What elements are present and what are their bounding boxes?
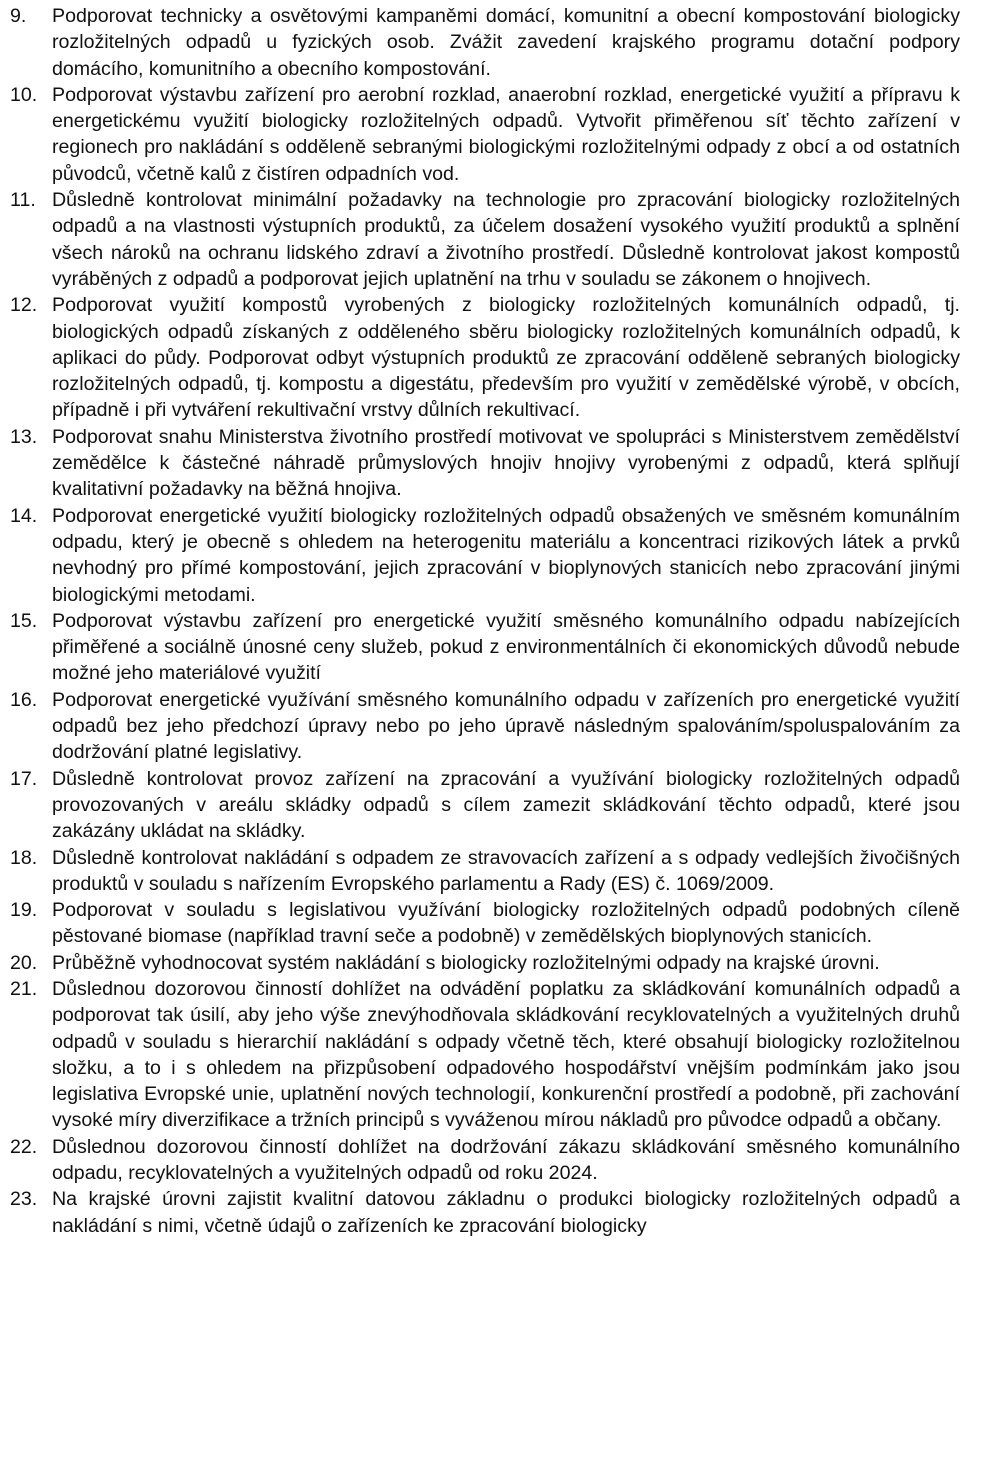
item-text: Důsledně kontrolovat nakládání s odpadem ze stravovacích zařízení a s odpady vedlejších živočišných produktů v souladu s nařízením Evropského parlamentu a Rady (ES) č. 1069/2009. [52, 846, 960, 895]
item-number: 23. [10, 1188, 38, 1211]
list-item-17 [10, 766, 960, 845]
list-item-22 [10, 1134, 960, 1187]
list-item-20 [10, 950, 960, 976]
list-item-10 [10, 82, 960, 187]
list-item-15 [10, 608, 960, 687]
list-item-16 [10, 687, 960, 766]
list-item-12 [10, 292, 960, 423]
item-text: Podporovat výstavbu zařízení pro aerobní rozklad, anaerobní rozklad, energetické využití a přípravu k energetickému využití biologicky rozložitelných odpadů. Vytvořit přiměřenou síť těchto zařízení v regionech pro nakládání s odděleně sebranými biologickými rozložitelnými odpady z obcí a od ostatních původců, včetně kalů z čistíren odpadních vod. [52, 83, 960, 185]
numbered-list [10, 3, 960, 1239]
list-item-21 [10, 976, 960, 1134]
item-text: Důsledně kontrolovat provoz zařízení na zpracování a využívání biologicky rozložitelných odpadů provozovaných v areálu skládky odpadů s cílem zamezit skládkování těchto odpadů, které jsou zakázány ukládat na skládky. [52, 767, 960, 843]
item-text: Podporovat technicky a osvětovými kampaněmi domácí, komunitní a obecní kompostování biologicky rozložitelných odpadů u fyzických osob. Zvážit zavedení krajského programu dotační podpory domácího, komunitního a obecního kompostování. [52, 5, 960, 80]
item-number: 16. [10, 688, 38, 711]
item-number: 14. [10, 504, 38, 527]
item-text: Podporovat výstavbu zařízení pro energetické využití směsného komunálního odpadu nabízejících přiměřené a sociálně únosné ceny služeb, pokud z environmentálních či ekonomických důvodů nebude možné jeho materiálové využití [52, 609, 960, 685]
item-text: Podporovat energetické využití biologicky rozložitelných odpadů obsažených ve směsném komunálním odpadu, který je obecně s ohledem na heterogenitu materiálu a koncentraci rizikových látek a prvků nevhodný pro přímé kompostování, jejich zpracování v bioplynových stanicích nebo zpracování jinými biologickými metodami. [52, 504, 960, 606]
item-text: Na krajské úrovni zajistit kvalitní datovou základnu o produkci biologicky rozložitelných odpadů a nakládání s nimi, včetně údajů o zařízeních ke zpracování biologicky [52, 1188, 960, 1237]
item-number: 13. [10, 425, 38, 448]
item-text: Důslednou dozorovou činností dohlížet na dodržování zákazu skládkování směsného komunálního odpadu, recyklovatelných a využitelných odpadů od roku 2024. [52, 1135, 960, 1185]
item-number: 17. [10, 767, 38, 790]
item-text: Podporovat v souladu s legislativou využívání biologicky rozložitelných odpadů podobných cíleně pěstované biomase (například travní seče a podobně) v zemědělských bioplynových stanicích. [52, 899, 960, 948]
item-number: 11. [10, 189, 36, 212]
item-number: 20. [10, 951, 38, 974]
item-number: 19. [10, 899, 38, 922]
item-text: Důslednou dozorovou činností dohlížet na odvádění poplatku za skládkování komunálních odpadů a podporovat tak úsilí, aby jeho výše znevýhodňovala skládkování recyklovatelných a využitelných druhů odpadů v souladu s hierarchií nakládání s odpady včetně těch, které obsahují biologicky rozložitelnou složku, a to i s ohledem na přizpůsobení odpadového hospodářství vnějším podmínkám jako jsou legislativa Evropské unie, uplatnění nových technologií, konkurenční prostředí a podobně, při zachování vysoké míry diverzifikace a tržních principů s vyváženou mírou nákladů pro původce odpadů a občany. [52, 977, 960, 1132]
item-number: 22. [10, 1135, 38, 1158]
item-number: 15. [10, 609, 38, 632]
list-item-19 [10, 897, 960, 950]
list-item-18 [10, 845, 960, 898]
item-text: Podporovat snahu Ministerstva životního prostředí motivovat ve spolupráci s Ministerstvem zemědělství zemědělce k částečné náhradě průmyslových hnojiv hnojivy vyrobenými z odpadů, která splňují kvalitativní požadavky na běžná hnojiva. [52, 425, 960, 501]
item-text: Průběžně vyhodnocovat systém nakládání s biologicky rozložitelnými odpady na krajské úrovni. [52, 951, 880, 974]
item-number: 9. [10, 5, 27, 27]
item-number: 12. [10, 294, 38, 317]
list-item-13 [10, 424, 960, 503]
item-text: Podporovat využití kompostů vyrobených z biologicky rozložitelných komunálních odpadů, tj. biologických odpadů získaných z odděleného sběru biologicky rozložitelných komunálních odpadů, k aplikaci do půdy. Podporovat odbyt výstupních produktů ze zpracování odděleně sebraných biologicky rozložitelných odpadů, tj. kompostu a digestátu, především pro využití v zemědělské výrobě, v obcích, případně i při vytváření rekultivační vrstvy důlních rekultivací. [52, 294, 960, 422]
list-item-14 [10, 503, 960, 608]
item-number: 21. [10, 977, 38, 1000]
item-number: 18. [10, 846, 38, 869]
item-number: 10. [10, 83, 38, 106]
item-text: Podporovat energetické využívání směsného komunálního odpadu v zařízeních pro energetické využití odpadů bez jeho předchozí úpravy nebo po jeho úpravě následným spalováním/spoluspalováním za dodržování platné legislativy. [52, 688, 960, 764]
list-item-11 [10, 187, 960, 292]
list-item-9 [10, 3, 960, 82]
item-text: Důsledně kontrolovat minimální požadavky na technologie pro zpracování biologicky rozložitelných odpadů a na vlastnosti výstupních produktů, za účelem dosažení vysokého využití produktů a splnění všech nároků na ochranu lidského zdraví a životního prostředí. Důsledně kontrolovat jakost kompostů vyráběných z odpadů a podporovat jejich uplatnění na trhu v souladu se zákonem o hnojivech. [52, 189, 960, 290]
list-item-23 [10, 1186, 960, 1239]
